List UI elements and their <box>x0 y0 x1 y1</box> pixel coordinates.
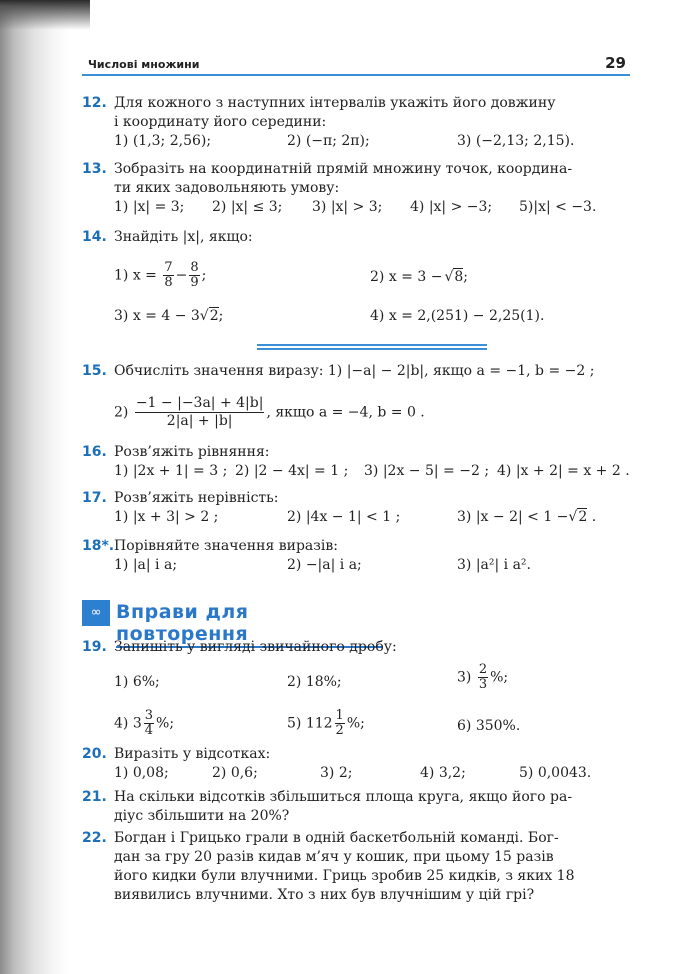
fraction: $\frac{3}{4}$ <box>144 708 154 738</box>
option-4: 4) 3,2; <box>420 765 466 781</box>
exercise-text-cont: і координату його середини: <box>114 114 327 130</box>
option-2: 2) 0,6; <box>212 765 258 781</box>
exercise-number: 14. <box>82 229 107 245</box>
textbook-page <box>82 0 630 974</box>
exercise-text: Зобразіть на координатній прямій множину точок, координа- <box>114 161 573 177</box>
option-3: 3) $\frac{2}{3}$ %; <box>457 662 509 692</box>
exercise-number: 22. <box>82 830 107 846</box>
option-3: 3) x = 4 − 3√2; <box>114 308 224 324</box>
option-2: 2) 18%; <box>287 674 342 690</box>
option-1: 1) |a| і a; <box>114 557 178 573</box>
chapter-title: Числові множини <box>88 58 200 71</box>
fraction: $\frac{7}{8}$ <box>164 260 173 290</box>
exercise-text: На скільки відсотків збільшиться площа круга, якщо його ра- <box>114 789 573 805</box>
option-1: 1) |x + 3| > 2 ; <box>114 509 219 525</box>
option-3: 3) (−2,13; 2,15). <box>457 133 575 149</box>
option-2: 2) −|a| і a; <box>287 557 362 573</box>
exercise-text: Порівняйте значення виразів: <box>114 538 338 554</box>
option-2: 2) |2 − 4x| = 1 ; <box>235 463 349 479</box>
exercise-19 <box>82 638 630 747</box>
page-gutter-shadow <box>0 0 70 974</box>
option-5: 5)|x| < −3. <box>519 199 597 215</box>
exercise-number: 16. <box>82 444 107 460</box>
option-1: 1) 6%; <box>114 674 160 690</box>
exercise-14 <box>82 228 630 327</box>
exercise-number: 19. <box>82 639 107 655</box>
exercise-text-cont: діус збільшити на 20%? <box>114 808 290 824</box>
exercise-text: Знайдіть |x|, якщо: <box>114 229 253 245</box>
option-1: 1) x = $\frac{7}{8}$ − $\frac{8}{9}$ ; <box>114 260 207 290</box>
option-2: 2) (−π; 2π); <box>287 133 370 149</box>
option-3: 3) |a²| і a². <box>457 557 531 573</box>
exercise-text: Розв’яжіть рівняння: <box>114 444 270 460</box>
option-2: 2) |4x − 1| < 1 ; <box>287 509 401 525</box>
exercise-text-cont: дан за гру 20 разів кидав м’яч у кошик, при цьому 15 разів <box>114 849 554 865</box>
option-4: 4) |x| > −3; <box>410 199 493 215</box>
exercise-21 <box>82 788 630 826</box>
option-5: 5) 112 $\frac{1}{2}$ %; <box>287 708 365 738</box>
exercise-text: Для кожного з наступних інтервалів укажіть його довжину <box>114 95 556 111</box>
exercise-text: Виразіть у відсотках: <box>114 746 271 762</box>
option-5: 5) 0,0043. <box>519 765 592 781</box>
exercise-text-cont: ти яких задовольняють умову: <box>114 180 340 196</box>
exercise-text: Богдан і Грицько грали в одній баскетбольній команді. Бог- <box>114 830 559 846</box>
option-4: 4) x = 2,(251) − 2,25(1). <box>370 308 545 324</box>
exercise-18 <box>82 537 630 576</box>
exercise-number: 12. <box>82 95 107 111</box>
exercise-text: Обчисліть значення виразу: 1) |−a| − 2|b|, якщо a = −1, b = −2 ; <box>114 363 595 379</box>
exercise-12 <box>82 94 630 152</box>
option-3: 3) |2x − 5| = −2 ; <box>364 463 490 479</box>
fraction: $\frac{1}{2}$ <box>335 708 344 738</box>
exercise-16 <box>82 443 630 482</box>
page-corner-shadow <box>0 0 90 30</box>
exercise-text-cont: виявились влучними. Хто з них був влучнішим у цій грі? <box>114 887 535 903</box>
option-2: 2) |x| ≤ 3; <box>212 199 283 215</box>
exercise-number: 13. <box>82 161 107 177</box>
fraction: $\frac{8}{9}$ <box>190 260 199 290</box>
option-1: 1) |2x + 1| = 3 ; <box>114 463 228 479</box>
exercise-number: 20. <box>82 746 107 762</box>
section-title: Вправи для повторення <box>116 601 382 648</box>
exercise-17 <box>82 489 630 528</box>
option-2: 2) x = 3 − √8; <box>370 269 468 285</box>
exercise-text-cont: його кидки були влучними. Гриць зробив 25 кидків, з яких 18 <box>114 868 575 884</box>
exercise-number: 17. <box>82 490 107 506</box>
option-3: 3) |x − 2| < 1 −√2 . <box>457 509 597 525</box>
option-4: 4) 3 $\frac{3}{4}$ %; <box>114 708 175 738</box>
fraction: $\frac{2}{3}$ <box>478 662 488 692</box>
exercise-13 <box>82 160 630 218</box>
infinity-icon: ∞ <box>82 600 110 626</box>
exercise-number: 21. <box>82 789 107 805</box>
page-number: 29 <box>605 54 626 72</box>
exercise-text: Розв’яжіть нерівність: <box>114 490 279 506</box>
exercise-20 <box>82 745 630 784</box>
separator-line <box>257 344 487 352</box>
exercise-22 <box>82 829 630 905</box>
option-2: 2) $\frac{-1 - |-3a| + 4|b|}{2|a| + |b|}$ , якщо a = −4, b = 0 . <box>114 395 425 429</box>
section-header <box>82 600 382 645</box>
exercise-number: 18*. <box>82 538 115 554</box>
option-1: 1) |x| = 3; <box>114 199 185 215</box>
exercise-text: Запишіть у вигляді звичайного дробу: <box>114 639 397 655</box>
fraction: $\frac{-1 - |-3a| + 4|b|}{2|a| + |b|}$ <box>135 395 264 429</box>
option-1: 1) (1,3; 2,56); <box>114 133 212 149</box>
option-1: 1) 0,08; <box>114 765 169 781</box>
running-head <box>82 56 630 76</box>
option-6: 6) 350%. <box>457 718 521 734</box>
option-3: 3) |x| > 3; <box>312 199 383 215</box>
exercise-number: 15. <box>82 363 107 379</box>
exercise-15 <box>82 362 630 427</box>
option-4: 4) |x + 2| = x + 2 . <box>497 463 630 479</box>
option-3: 3) 2; <box>320 765 353 781</box>
